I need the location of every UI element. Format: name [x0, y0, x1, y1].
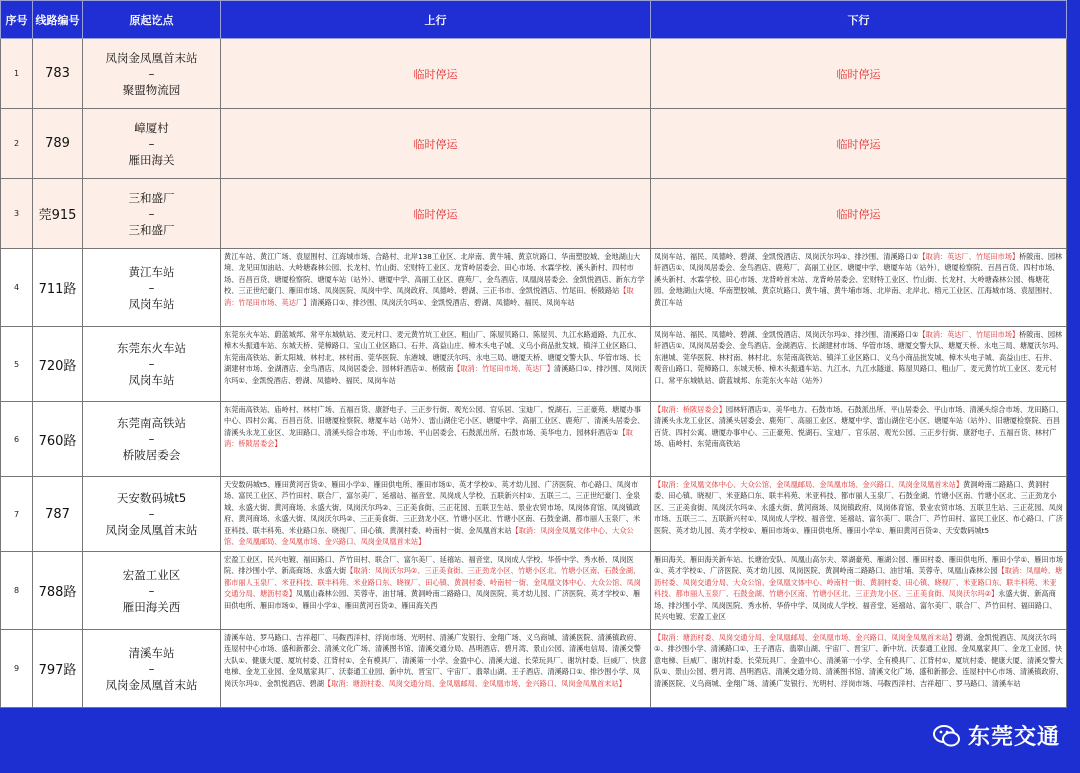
route-code: 783	[33, 39, 83, 109]
route-code: 797路	[33, 630, 83, 708]
up-status: 临时停运	[221, 179, 651, 249]
down-stops	[651, 402, 1067, 477]
down-stops	[651, 477, 1067, 552]
table-row	[1, 39, 1067, 109]
up-stops-before: 黄江车站、黄江广场、袁屋围村、江海城市场、合路村、北岸138工业区、北岸南、黄牛埔、黄京坑路口、华南塑胶城、金地湖山大境、龙见田加油站、大岭塘森林公园、长龙村、竹山街、宏财特工业区、龙背岭居委会、田心市场、水霖学校、溪头新村、四村市场、百昌百货、塘厦检察院、塘厦车站（站外）、塘厦中学、高丽工业区、鹿苑厂、金鸟酒店、凤凰岗居委会、金凯悦酒店、新东方学校、三正世纪豪门、雁田市场、凤岗医院、凤岗中学、凤岗政府、凤德岭、碧湖、三正书市、金凯悦酒店、竹尾田、桥陂路站	[224, 252, 645, 296]
route-start: 三和盛厂	[128, 190, 175, 205]
route-dash: –	[148, 280, 155, 295]
route-endpoints	[83, 552, 221, 630]
down-cancelled-stops: 【取消：金凤凰文体中心、大众公馆、金凤凰邮局、金凤凰市场、金兴路口、凤岗金凤凰首末站】	[654, 480, 964, 489]
table-body	[1, 39, 1067, 708]
header-seq: 序号	[1, 1, 33, 39]
route-code: 720路	[33, 327, 83, 402]
header-ends: 原起讫点	[83, 1, 221, 39]
down-stops	[651, 630, 1067, 708]
table-row	[1, 327, 1067, 402]
route-start: 黄江车站	[128, 264, 175, 279]
up-cancelled-stops: 【取消：竹尾田市场、英达厂】	[453, 364, 554, 374]
route-code: 788路	[33, 552, 83, 630]
up-stops	[221, 249, 651, 327]
brand-name: 东莞交通	[967, 725, 1060, 750]
up-stops	[221, 327, 651, 402]
route-end: 桥陂居委会	[122, 448, 181, 462]
table-row	[1, 552, 1067, 630]
wechat-icon	[932, 721, 962, 751]
down-status: 临时停运	[651, 39, 1067, 109]
row-seq: 6	[1, 402, 33, 477]
route-endpoints	[83, 477, 221, 552]
down-stops-after: 碧湖、金凯悦酒店、凤岗沃尔玛①、排沙围小学、清溪路口①、王子酒店、翡翠山湖、宇宙厂、晋宝厂、新中坑、沃泰通工业园、金凤凰家具厂、金龙工业园、快意电梯、巨威厂、谢坑村委、长荣玩具厂、金盈中心、清溪第一小学、全有模具厂、江背村①、厦坑村委、健康大厦、清溪交警大队①、景山公园、碧月湾、昌明酒店、清溪交通分局、清溪图书馆、清溪文化广场、盛和新都会、连屋村中心市场、清溪镇政府、清溪医院、义乌商城、金翔广场、清溪广发银行、光明村、浮岗市场、马鞍西洋村、吉祥超厂、罗马路口、清溪车站	[654, 633, 1063, 688]
route-endpoints	[83, 39, 221, 109]
table-row	[1, 402, 1067, 477]
footer-brand	[932, 720, 1060, 751]
down-cancelled-stops: 【取消：凤凰岭、塘沥村委、凤岗交通分局、大众公馆、金凤凰文体中心、岭南村一街、黄洞村委、田心镇、晓视厂、米亚路口东、联丰科苑、米亚科技、都市丽人玉泉厂、石鼓金湖、竹塘小区南、竹塘小区北、三正劲龙小区、三正美食街、凤岗沃尔玛②】	[654, 566, 1063, 599]
up-stops-after: 清溪路口①、排沙围、凤岗沃尔玛①、金凯悦酒店、碧湖、凤德岭、福民、凤岗车站	[310, 297, 575, 307]
route-start: 天安数码城t5	[116, 491, 187, 505]
route-dash: –	[148, 661, 155, 676]
header-code: 线路编号	[33, 1, 83, 39]
header-down: 下行	[651, 1, 1067, 39]
down-stops	[651, 249, 1067, 327]
row-seq: 2	[1, 109, 33, 179]
down-stops-after: 永盛大街、新高商场、排沙围小学、凤岗医院、秀水桥、华侨中学、凤岗成人学校、福音堂、延禧站、富尔美厂、联合厂、芦竹田村、福田路口、民兴电镀、宏盈工业区	[654, 589, 1057, 622]
down-cancelled-stops: 【取消：桥陂居委会】	[654, 405, 726, 414]
route-end: 凤岗车站	[128, 296, 175, 311]
route-end: 三和盛厂	[128, 222, 175, 237]
table-row	[1, 179, 1067, 249]
down-stops-before: 凤岗车站、福民、凤德岭、碧湖、金凯悦酒店、凤岗沃尔玛①、排沙围、清溪路口①	[654, 252, 919, 261]
up-stops-before: 东莞南高铁站、庙岭村、林村广场、五福百货、康舒电子、三正步行街、观光公园、官乐居、宝迪厂、悦湖石、三正豪苑、塘厦办事中心、四村公寓、百昌百货、旧塘厦检察院、塘厦车站（站外）、雷山湖住宅小区、塘厦中学、高丽工业区、鹿苑厂、清溪头居委会、清溪头永龙工业区、龙田路口、清溪头综合市场、平山市场、平山居委会、石鼓派出所、石鼓市场、美华电力、园林轩酒店①	[224, 405, 645, 437]
down-stops-after: 桥陂南、园林轩酒店①、凤岗凤居委会、金鸟酒店、金湖酒店、长湖建材市场、华管市场、塘厦交警大队、塘厦天桥、永电三局、塘厦沃尔玛、东港城、莞华医院、林村南、林村北、东莞南高铁站、镇洋工业区路口、义乌小商品批发城、樟木头电子城、高益山庄、石井、观音山路口、莞樟路口、东城天桥、樟木头振通车站、九江水、九江水隧道、陈屋贝路口、粗山厂、麦元黄竹坑工业区、麦元村口、常平东城轨站、蔚蓝城邦、东莞东火车站（站外）	[654, 330, 1063, 385]
route-end: 凤岗车站	[128, 373, 175, 387]
route-end: 聚盟物流园	[122, 82, 181, 97]
up-status: 临时停运	[221, 109, 651, 179]
up-stops-after: 凤凰山森林公园、芙蓉寺、油甘埔、黄洞岭南二路路口、凤岗医院、英才幼儿园、广济医院、英才学校①、雁田供电所、雁田市场①、雁田小学①、雁田黄河百货②、雁田海关西	[224, 589, 641, 610]
table-header-row	[1, 1, 1067, 39]
up-cancelled-stops: 【取消：竹尾田市场、英达厂】	[224, 286, 634, 307]
down-cancelled-stops: 【取消：塘沥村委、凤岗交通分局、金凤凰邮局、金凤凰市场、金兴路口、凤岗金凤凰首末站】	[654, 633, 956, 642]
route-code: 760路	[33, 402, 83, 477]
up-cancelled-stops: 【取消：塘沥村委、凤岗交通分局、金凤凰邮局、金凤凰市场、金兴路口、凤岗金凤凰首末站】	[323, 678, 626, 688]
route-dash: –	[148, 357, 155, 371]
route-endpoints	[83, 630, 221, 708]
header-up: 上行	[221, 1, 651, 39]
up-stops	[221, 552, 651, 630]
table-row	[1, 249, 1067, 327]
up-status: 临时停运	[221, 39, 651, 109]
route-end: 雁田海关西	[122, 599, 181, 614]
route-start: 凤岗金凤凰首末站	[105, 50, 198, 65]
up-stops-after: 清溪路口①、排沙围、凤岗沃尔玛①、金凯悦酒店、碧湖、凤德岭、福民、凤岗车站	[224, 364, 647, 385]
route-start: 清溪车站	[128, 645, 175, 660]
down-status: 临时停运	[651, 179, 1067, 249]
route-endpoints	[83, 179, 221, 249]
up-stops-before: 东莞东火车站、蔚蓝城邦、常平东城轨站、麦元村口、麦元黄竹坑工业区、粗山厂、陈屋贝路口、陈屋贝、九江水路道路、九江水、樟木头振通车站、东城天桥、莞樟路口、宝山工业区路口、石井、高益山庄、樟木头电子城、义乌小商品批发城、镇洋工业区路口、东莞南高铁站、新太阳城、林村北、林村南、莞华医院、东港城、塘厦沃尔玛、永电三局、塘厦天桥、塘厦交警大队、华管市场、长湖建材市场、金湖酒店、金鸟酒店、凤岗居委会、园林轩酒店①、桥陂南	[224, 330, 641, 374]
route-start: 嶂厦村	[134, 120, 169, 135]
route-endpoints	[83, 327, 221, 402]
route-dash: –	[148, 136, 155, 151]
route-code: 711路	[33, 249, 83, 327]
route-code: 莞915	[33, 179, 83, 249]
row-seq: 3	[1, 179, 33, 249]
up-stops	[221, 477, 651, 552]
route-dash: –	[148, 206, 155, 221]
route-endpoints	[83, 109, 221, 179]
table-row	[1, 630, 1067, 708]
down-cancelled-stops: 【取消：英达厂、竹尾田市场】	[918, 330, 1020, 339]
row-seq: 4	[1, 249, 33, 327]
table-row	[1, 477, 1067, 552]
row-seq: 9	[1, 630, 33, 708]
up-stops-before: 天安数码城t5、雁田黄河百货②、雁田小学①、雁田供电所、雁田市场①、英才学校①、英才幼儿园、广济医院、布心路口、凤岗市场、富民工业区、芦竹田村、联合厂、富尔美厂、延禧站、福音堂、凤岗成人学校、五联新兴村①、五联三二、三正世纪豪门、金泉城、永盛大街、黄河商场、永盛大街、凤岗沃尔玛②、三正美食街、三正花园、五联卫生站、景业农贸市场、凤岗体育馆、凤岗镇政府、黄河商场、永盛大街、凤岗沃尔玛②、三正美食街、三正劲龙小区、竹塘小区北、竹塘小区南、石鼓金湖、都市丽人玉泉厂、米亚科技、联丰科苑、米业路口东、晓视厂、田心镇、黄洞村委、岭南村一街、金凤凰首末站	[224, 480, 641, 535]
down-stops-after: 园林轩酒店①、美华电力、石鼓市场、石鼓派出所、平山居委会、平山市场、清溪头综合市场、龙田路口、清溪头永龙工业区、清溪头居委会、鹿苑厂、高丽工业区、塘厦中学、雷山湖住宅小区、塘厦车站（站外）、旧塘厦检察院、百昌百货、四村公寓、塘厦办事中心、三正豪苑、悦湖石、宝迪厂、官乐居、观光公园、三正步行街、康舒电子、五福百货、林村广场、庙岭村、东莞南高铁站	[654, 405, 1063, 449]
route-end: 凤岗金凤凰首末站	[105, 523, 198, 537]
up-stops	[221, 402, 651, 477]
route-end: 雁田海关	[128, 152, 175, 167]
route-start: 宏盈工业区	[122, 567, 181, 582]
route-start: 东莞东火车站	[117, 341, 186, 355]
up-cancelled-stops: 【取消：凤岗沃尔玛②、三正美食街、三正劲龙小区、竹塘小区北、竹塘小区南、石鼓金湖、都市丽人玉泉厂、米亚科技、联丰科苑、米业路口东、晓视厂、田心镇、黄洞村委、岭南村一街、金凤凰文体中心、大众公馆、凤岗交通分局、塘沥村委】	[224, 566, 641, 599]
route-start: 东莞南高铁站	[117, 416, 186, 430]
route-endpoints	[83, 249, 221, 327]
up-cancelled-stops: 【取消：桥陂居委会】	[224, 427, 633, 449]
down-status: 临时停运	[651, 109, 1067, 179]
down-cancelled-stops: 【取消：英达厂、竹尾田市场】	[918, 252, 1020, 261]
row-seq: 8	[1, 552, 33, 630]
down-stops-after: 黄洞岭南二路路口、黄洞村委、田心镇、晓视厂、米亚路口东、联丰科苑、米亚科技、都市丽人玉泉厂、石鼓金湖、竹塘小区南、竹塘小区北、三正劲龙小区、三正美食街、凤岗沃尔玛②、永盛大街、黄河商场、凤岗镇政府、凤岗体育馆、景业农贸市场、五联卫生站、三正花园、凤岗市场、五联三二、五联新兴村①、凤岗成人学校、福音堂、延禧站、富尔美厂、联合厂、芦竹田村、富民工业区、布心路口、广济医院、英才幼儿园、英才学校①、雁田市场①、雁田供电所、雁田小学①、雁田黄河百货②、天安数码城t5	[654, 480, 1063, 535]
up-stops-before: 宏盈工业区、民兴电镀、福田路口、芦竹田村、联合厂、富尔美厂、延禧站、福音堂、凤岗成人学校、华侨中学、秀水桥、凤岗医院、排沙围小学、新高商场、永盛大街	[224, 555, 634, 576]
row-seq: 7	[1, 477, 33, 552]
route-dash: –	[148, 432, 155, 446]
table-row	[1, 109, 1067, 179]
route-end: 凤岗金凤凰首末站	[105, 677, 198, 692]
down-stops-after: 桥陂南、园林轩酒店①、凤岗凤居委会、金鸟酒店、鹿苑厂、高丽工业区、塘厦中学、塘厦车站（站外）、塘厦检察院、百昌百货、四村市场、溪头新村、水霖学校、田心市场、龙背岭首末站、龙背岭居委会、宏财特工业区、竹山街、长龙村、大岭塘森林公园、梅塘花园、金地湖山大境、华南塑胶城、黄京坑路口、黄牛埔、黄牛埔市场、北岸南、北岸北、榕元工业区、江海城市场、袁屋围村、黄江车站	[654, 252, 1063, 307]
route-dash: –	[148, 583, 155, 598]
up-stops	[221, 630, 651, 708]
route-code: 789	[33, 109, 83, 179]
down-stops-before: 凤岗车站、福民、凤德岭、碧湖、金凯悦酒店、凤岗沃尔玛①、排沙围、清溪路口①	[654, 330, 919, 339]
down-stops	[651, 552, 1067, 630]
row-seq: 1	[1, 39, 33, 109]
route-dash: –	[148, 66, 155, 81]
route-dash: –	[148, 507, 155, 521]
route-endpoints	[83, 402, 221, 477]
up-stops-before: 清溪车站、罗马路口、吉祥超厂、马鞍西洋村、浮岗市场、光明村、清溪广发银行、金翔广场、义乌商城、清溪医院、清溪镇政府、连屋村中心市场、盛和新都会、清溪文化广场、清溪图书馆、清溪交通分局、昌明酒店、碧月湾、景山公园、清溪电信局、清溪交警大队①、健康大厦、厦坑村委、江背村①、全有模具厂、清溪第一小学、金盈中心、清溪大道、长荣玩具厂、谢坑村委、巨威厂、快意电梯、金龙工业园、金凤凰家具厂、沃泰通工业园、新中坑、晋宝厂、宇宙厂、翡翠山湖、王子酒店、清溪路口①、排沙围小学、凤岗沃尔玛①、金凯悦酒店、碧湖	[224, 633, 647, 688]
down-stops	[651, 327, 1067, 402]
up-cancelled-stops: 【取消：凤岗金凤凰文体中心、大众公馆、金凤凰邮局、金凤凰市场、金兴路口、凤岗金凤凰首末站】	[224, 525, 634, 547]
row-seq: 5	[1, 327, 33, 402]
down-stops-before: 雁田海关、雁田海关新车站、长塘治安队、凤凰山高尔夫、翠湖豪苑、雁湖公园、雁田村委、雁田供电所、雁田小学①、雁田市场①、英才学校①、广济医院、英才幼儿园、凤岗医院、黄洞岭南二路路口、油甘埔、芙蓉寺、凤凰山森林公园	[654, 555, 1063, 576]
route-code: 787	[33, 477, 83, 552]
